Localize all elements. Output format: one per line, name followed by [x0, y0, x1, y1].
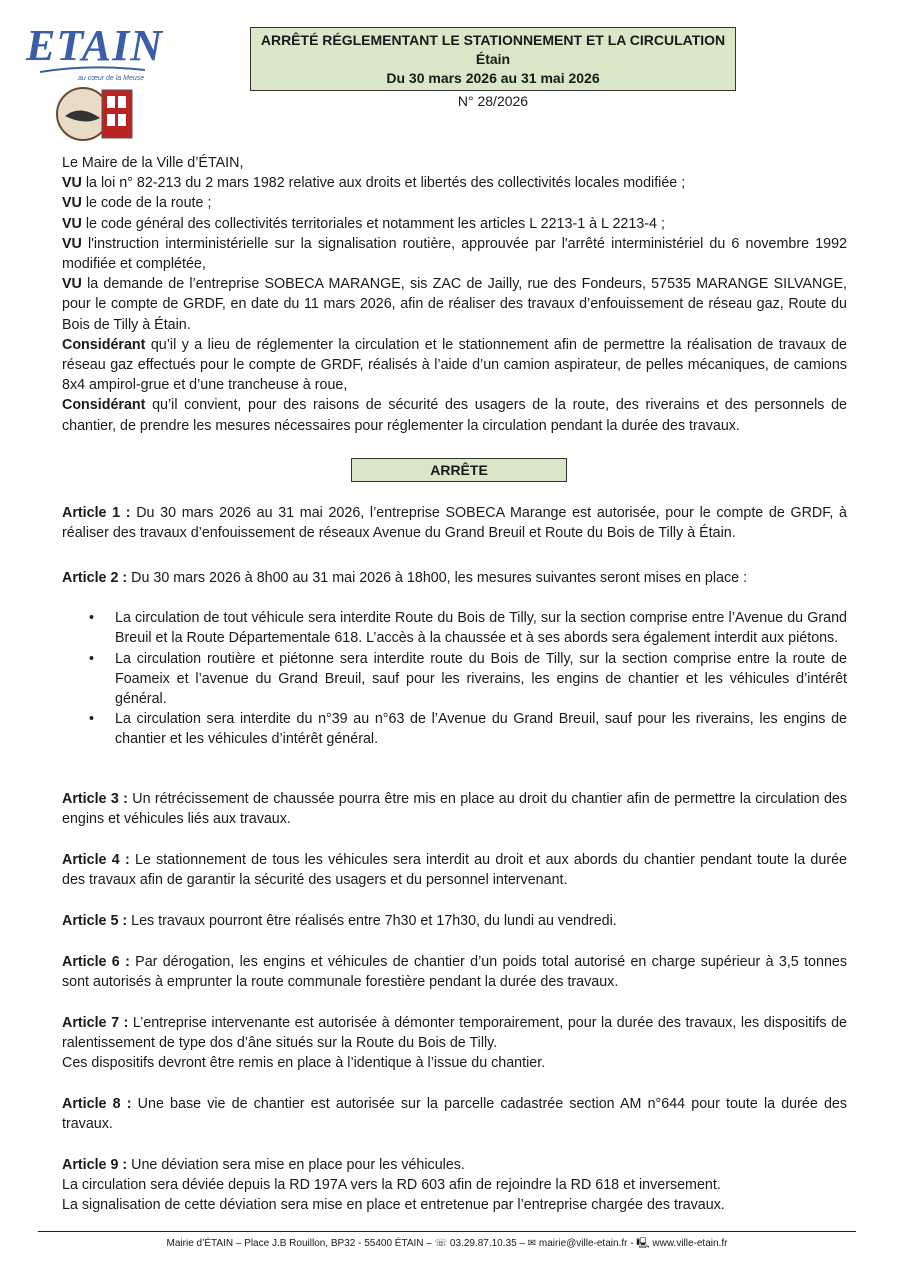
preamble-item: VU la loi n° 82-213 du 2 mars 1982 relative aux droits et libertés des collectivités locales modifiée ;	[62, 175, 686, 192]
footer-divider	[38, 1231, 856, 1232]
decree-title: ARRÊTÉ RÉGLEMENTANT LE STATIONNEMENT ET LA CIRCULATION	[260, 32, 726, 48]
article-9: Article 9 : Une déviation sera mise en place pour les véhicules. La circulation sera déviée depuis la RD 197A vers la RD 603 afin de rejoindre la RD 618 et inversement. La signalisation de cette déviation sera mise en place et entretenue par l’entreprise chargée des travaux.	[62, 1157, 725, 1214]
article-4: Article 4 : Le stationnement de tous les véhicules sera interdit au droit et aux abords du chantier pendant toute la durée des travaux afin de garantir la sécurité des usagers et du personnel intervenant.	[62, 852, 847, 889]
decree-number: N° 28/2026	[457, 93, 529, 109]
decree-period: Du 30 mars 2026 au 31 mai 2026	[386, 70, 600, 86]
logo-tagline: au cœur de la Meuse	[78, 75, 145, 82]
preamble-item: VU l'instruction interministérielle sur la signalisation routière, approuvée par l'arrêté interministériel du 6 novembre 1992 modifiée et complétée,	[62, 235, 847, 273]
article-2-list	[62, 608, 847, 749]
preamble-item: VU le code général des collectivités territoriales et notamment les articles L 2213-1 à L 2213-4 ;	[62, 215, 665, 232]
article-5: Article 5 : Les travaux pourront être réalisés entre 7h30 et 17h30, du lundi au vendredi.	[62, 913, 617, 929]
decree-title-box	[250, 27, 736, 91]
list-item: • La circulation sera interdite du n°39 au n°63 de l’Avenue du Grand Breuil, sauf pour les riverains, les engins de chantier et les véhicules d’intérêt général.	[62, 709, 847, 749]
list-item: • La circulation de tout véhicule sera interdite Route du Bois de Tilly, sur la section comprise entre l’Avenue du Grand Breuil et la Route Départementale 618. L’accès à la chaussée et à ses abords sera également interdit aux piétons.	[62, 608, 847, 648]
article-7: Article 7 : L’entreprise intervenante est autorisée à démonter temporairement, pour la durée des travaux, les dispositifs de ralentissement de type dos d’âne situés sur la Route du Bois de Tilly. Ces dispositifs devront être remis en place à l’identique à l’issue du chantier.	[62, 1015, 847, 1072]
preamble-item: Considérant qu’il convient, pour des raisons de sécurité des usagers de la route, des riverains et des personnels de chantier, de prendre les mesures nécessaires pour réglementer la circulation pendant la durée des travaux.	[62, 397, 847, 434]
preamble-item: Considérant qu’il y a lieu de réglementer la circulation et le stationnement afin de permettre la réalisation de travaux de réseau gaz effectués pour le compte de GRDF, réalisés à l’aide d’un camion aspirateur, de pelles mécaniques, de camions 8x4 ampirol-grue et d’une trancheuse à roue,	[62, 336, 847, 394]
town-logo	[10, 14, 164, 144]
article-2: Article 2 : Du 30 mars 2026 à 8h00 au 31 mai 2026 à 18h00, les mesures suivantes seront mises en place : • La circulation de tout véhicule sera interdite Route du Bois de Tilly, sur la section comprise entre l’Avenue du Grand Breuil et la Route Départementale 618. L’accès à la chaussée et à ses abords sera également interdit aux piétons. • La circulation routière et piétonne sera interdite route du Bois de Tilly, sur la section comprise entre la route de Foameix et l’avenue du Grand Breuil, sauf pour les riverains, les engins de chantier et les véhicules d’intérêt général. • La circulation sera interdite du n°39 au n°63 de l’Avenue du Grand Breuil, sauf pour les riverains, les engins de chantier et les véhicules d’intérêt général.	[62, 568, 847, 750]
article-1: Article 1 : Du 30 mars 2026 au 31 mai 2026, l’entreprise SOBECA Marange est autorisée, pour le compte de GRDF, à réaliser des travaux d’enfouissement de réseaux Avenue du Grand Breuil et Route du Bois de Tilly à Étain.	[62, 505, 847, 542]
article-3: Article 3 : Un rétrécissement de chaussée pourra être mis en place au droit du chantier afin de permettre la circulation des engins et véhicules liés aux travaux.	[62, 791, 847, 828]
mayor-line: Le Maire de la Ville d’ÉTAIN,	[62, 155, 244, 171]
footer-contact: Mairie d’ÉTAIN – Place J.B Rouillon, BP32 - 55400 ÉTAIN – ☏ 03.29.87.10.35 – ✉ mairie@ville-etain.fr - 🖳 www.ville-etain.fr	[166, 1238, 728, 1249]
logo-wordmark: ETAIN	[26, 21, 164, 70]
logo-emblem-icon	[10, 14, 160, 144]
decree-town: Étain	[475, 51, 511, 67]
article-8: Article 8 : Une base vie de chantier est autorisée sur la parcelle cadastrée section AM n°644 pour toute la durée des travaux.	[62, 1096, 847, 1133]
preamble-item: VU le code de la route ;	[62, 195, 212, 212]
arrete-heading: ARRÊTE	[351, 458, 567, 482]
preamble-item: VU la demande de l’entreprise SOBECA MARANGE, sis ZAC de Jailly, rue des Fondeurs, 57535 MARANGE SILVANGE, pour le compte de GRDF, en date du 11 mars 2026, afin de réaliser des travaux d’enfouissement de réseau gaz, Route du Bois de Tilly à Étain.	[62, 276, 847, 333]
preamble	[62, 153, 847, 436]
list-item: • La circulation routière et piétonne sera interdite route du Bois de Tilly, sur la section comprise entre la route de Foameix et l’avenue du Grand Breuil, sauf pour les riverains, les engins de chantier et les véhicules d’intérêt général.	[62, 649, 847, 710]
article-6: Article 6 : Par dérogation, les engins et véhicules de chantier d’un poids total autorisé en charge supérieur à 3,5 tonnes sont autorisés à emprunter la route communale forestière pendant la durée des travaux.	[62, 954, 847, 991]
